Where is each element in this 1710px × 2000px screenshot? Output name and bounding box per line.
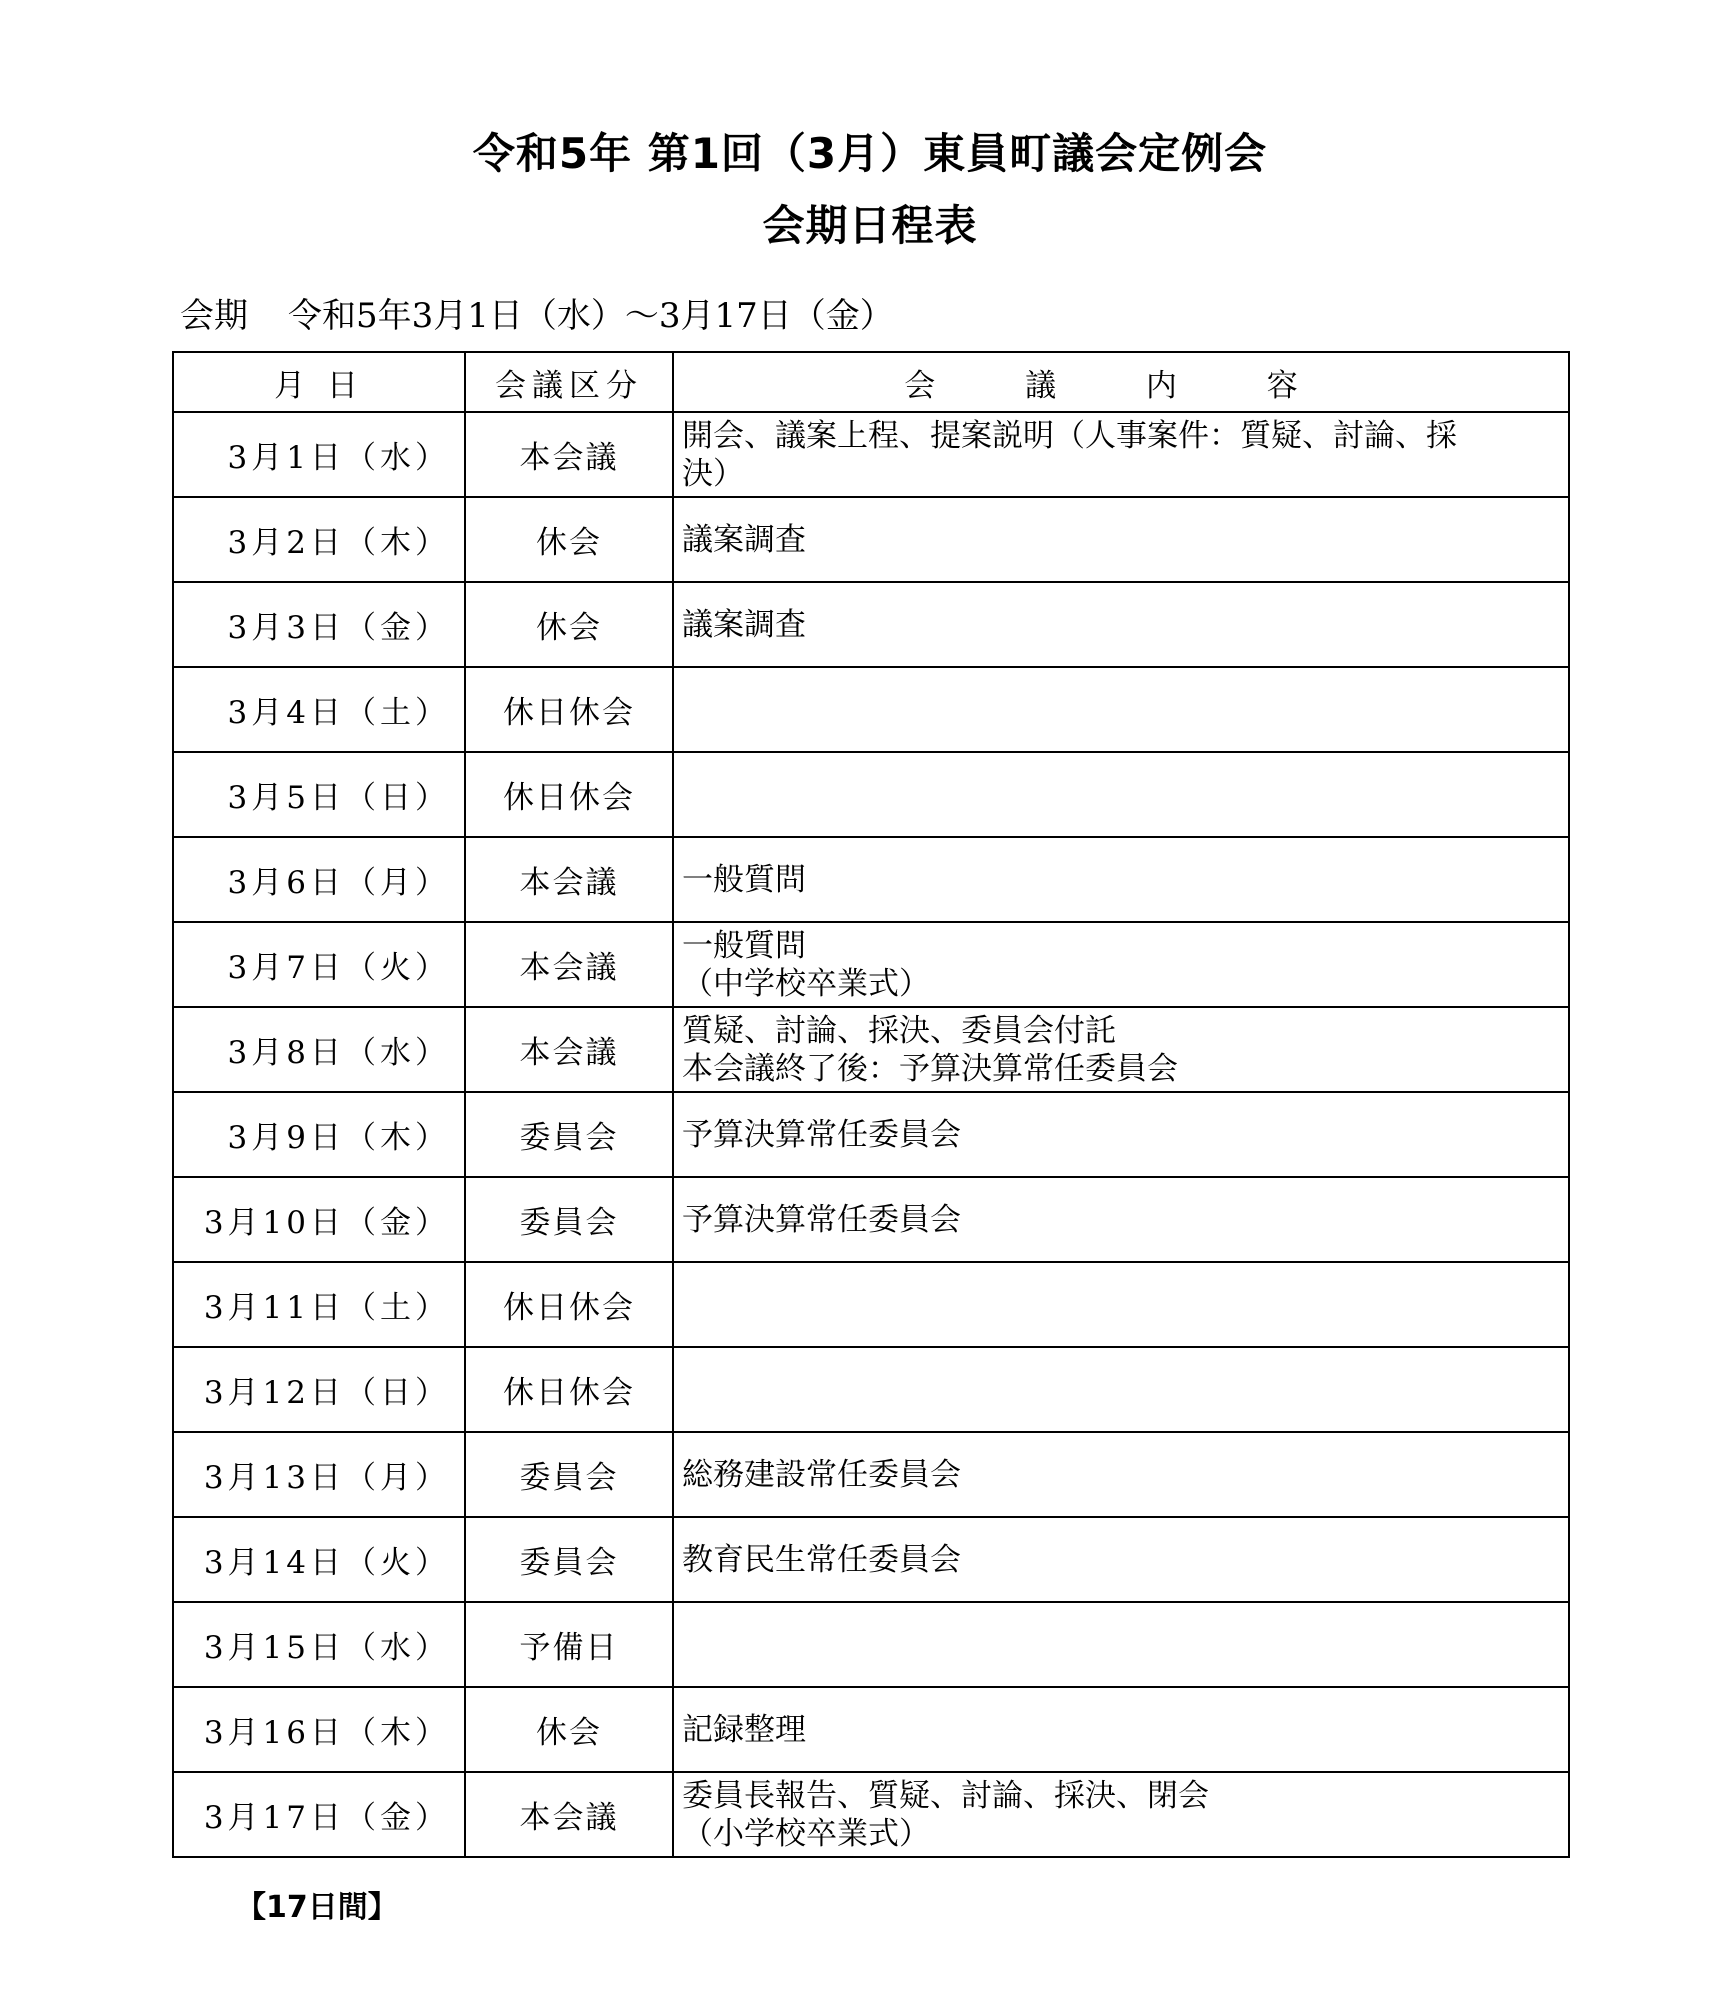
row-type: 本会議 <box>465 1772 673 1857</box>
row-date: 3月7日（火） <box>173 922 465 1007</box>
row-type: 予備日 <box>465 1602 673 1687</box>
row-date: 3月5日（日） <box>173 752 465 837</box>
row-date: 3月6日（月） <box>173 837 465 922</box>
table-row <box>173 922 1569 1007</box>
header-content: 会 議 内 容 <box>673 352 1569 412</box>
table-row <box>173 412 1569 497</box>
content-line: 委員長報告、質疑、討論、採決、閉会 <box>682 1777 1209 1814</box>
table-row <box>173 752 1569 837</box>
table-row <box>173 1602 1569 1687</box>
content-line: （中学校卒業式） <box>682 965 930 1002</box>
row-type: 休日休会 <box>465 1262 673 1347</box>
row-content <box>673 1177 1569 1262</box>
table-row <box>173 1007 1569 1092</box>
row-type: 委員会 <box>465 1177 673 1262</box>
content-line: 一般質問 <box>682 861 806 898</box>
content-line: （小学校卒業式） <box>682 1815 930 1852</box>
title-line-2: 会期日程表 <box>762 201 978 250</box>
schedule-body <box>173 412 1569 1857</box>
row-date: 3月3日（金） <box>173 582 465 667</box>
row-content <box>673 1432 1569 1517</box>
table-row <box>173 497 1569 582</box>
content-line: 一般質問 <box>682 927 806 964</box>
table-row <box>173 1347 1569 1432</box>
row-date: 3月11日（土） <box>173 1262 465 1347</box>
row-content <box>673 1772 1569 1857</box>
document-title <box>0 118 1710 262</box>
session-value: 令和5年3月1日（水）～3月17日（金） <box>288 296 894 336</box>
table-row <box>173 582 1569 667</box>
row-content <box>673 1347 1569 1432</box>
row-type: 委員会 <box>465 1432 673 1517</box>
row-date: 3月15日（水） <box>173 1602 465 1687</box>
content-line: 予算決算常任委員会 <box>682 1201 961 1238</box>
row-content <box>673 1262 1569 1347</box>
content-line: 予算決算常任委員会 <box>682 1116 961 1153</box>
session-label: 会期 <box>180 296 248 336</box>
table-row <box>173 1432 1569 1517</box>
row-type: 休日休会 <box>465 667 673 752</box>
row-content <box>673 1687 1569 1772</box>
row-date: 3月13日（月） <box>173 1432 465 1517</box>
row-content <box>673 582 1569 667</box>
row-content <box>673 1092 1569 1177</box>
row-content <box>673 1602 1569 1687</box>
schedule-table <box>172 351 1570 1858</box>
table-row <box>173 1262 1569 1347</box>
row-content <box>673 922 1569 1007</box>
row-type: 休会 <box>465 1687 673 1772</box>
row-content <box>673 752 1569 837</box>
row-date: 3月10日（金） <box>173 1177 465 1262</box>
content-line: 記録整理 <box>682 1711 806 1748</box>
row-content <box>673 837 1569 922</box>
total-days: 【17日間】 <box>236 1890 398 1925</box>
row-type: 本会議 <box>465 837 673 922</box>
content-line: 総務建設常任委員会 <box>682 1456 961 1493</box>
row-date: 3月2日（木） <box>173 497 465 582</box>
row-type: 委員会 <box>465 1517 673 1602</box>
title-line-1: 令和5年 第1回（3月）東員町議会定例会 <box>472 129 1268 178</box>
content-line: 教育民生常任委員会 <box>682 1541 961 1578</box>
row-type: 休日休会 <box>465 1347 673 1432</box>
content-line: 議案調査 <box>682 606 806 643</box>
content-line: 議案調査 <box>682 521 806 558</box>
row-type: 休会 <box>465 497 673 582</box>
row-content <box>673 497 1569 582</box>
row-date: 3月4日（土） <box>173 667 465 752</box>
row-date: 3月17日（金） <box>173 1772 465 1857</box>
table-row <box>173 1177 1569 1262</box>
row-content <box>673 1007 1569 1092</box>
row-date: 3月9日（木） <box>173 1092 465 1177</box>
table-row <box>173 1092 1569 1177</box>
row-content <box>673 412 1569 497</box>
content-line: 質疑、討論、採決、委員会付託 <box>682 1012 1116 1049</box>
row-date: 3月14日（火） <box>173 1517 465 1602</box>
session-period <box>180 292 934 340</box>
row-type: 委員会 <box>465 1092 673 1177</box>
row-date: 3月1日（水） <box>173 412 465 497</box>
row-type: 本会議 <box>465 922 673 1007</box>
row-type: 休会 <box>465 582 673 667</box>
table-row <box>173 1772 1569 1857</box>
header-date: 月 日 <box>173 352 465 412</box>
table-row <box>173 837 1569 922</box>
table-row <box>173 667 1569 752</box>
header-type: 会議区分 <box>465 352 673 412</box>
row-date: 3月8日（水） <box>173 1007 465 1092</box>
content-line: 決） <box>682 455 744 492</box>
row-content <box>673 1517 1569 1602</box>
row-type: 本会議 <box>465 412 673 497</box>
content-line: 開会、議案上程、提案説明（人事案件：質疑、討論、採 <box>682 417 1457 454</box>
content-line: 本会議終了後：予算決算常任委員会 <box>682 1050 1178 1087</box>
table-row <box>173 1687 1569 1772</box>
header-row <box>173 352 1569 412</box>
row-type: 本会議 <box>465 1007 673 1092</box>
row-type: 休日休会 <box>465 752 673 837</box>
row-date: 3月16日（木） <box>173 1687 465 1772</box>
row-date: 3月12日（日） <box>173 1347 465 1432</box>
table-row <box>173 1517 1569 1602</box>
row-content <box>673 667 1569 752</box>
